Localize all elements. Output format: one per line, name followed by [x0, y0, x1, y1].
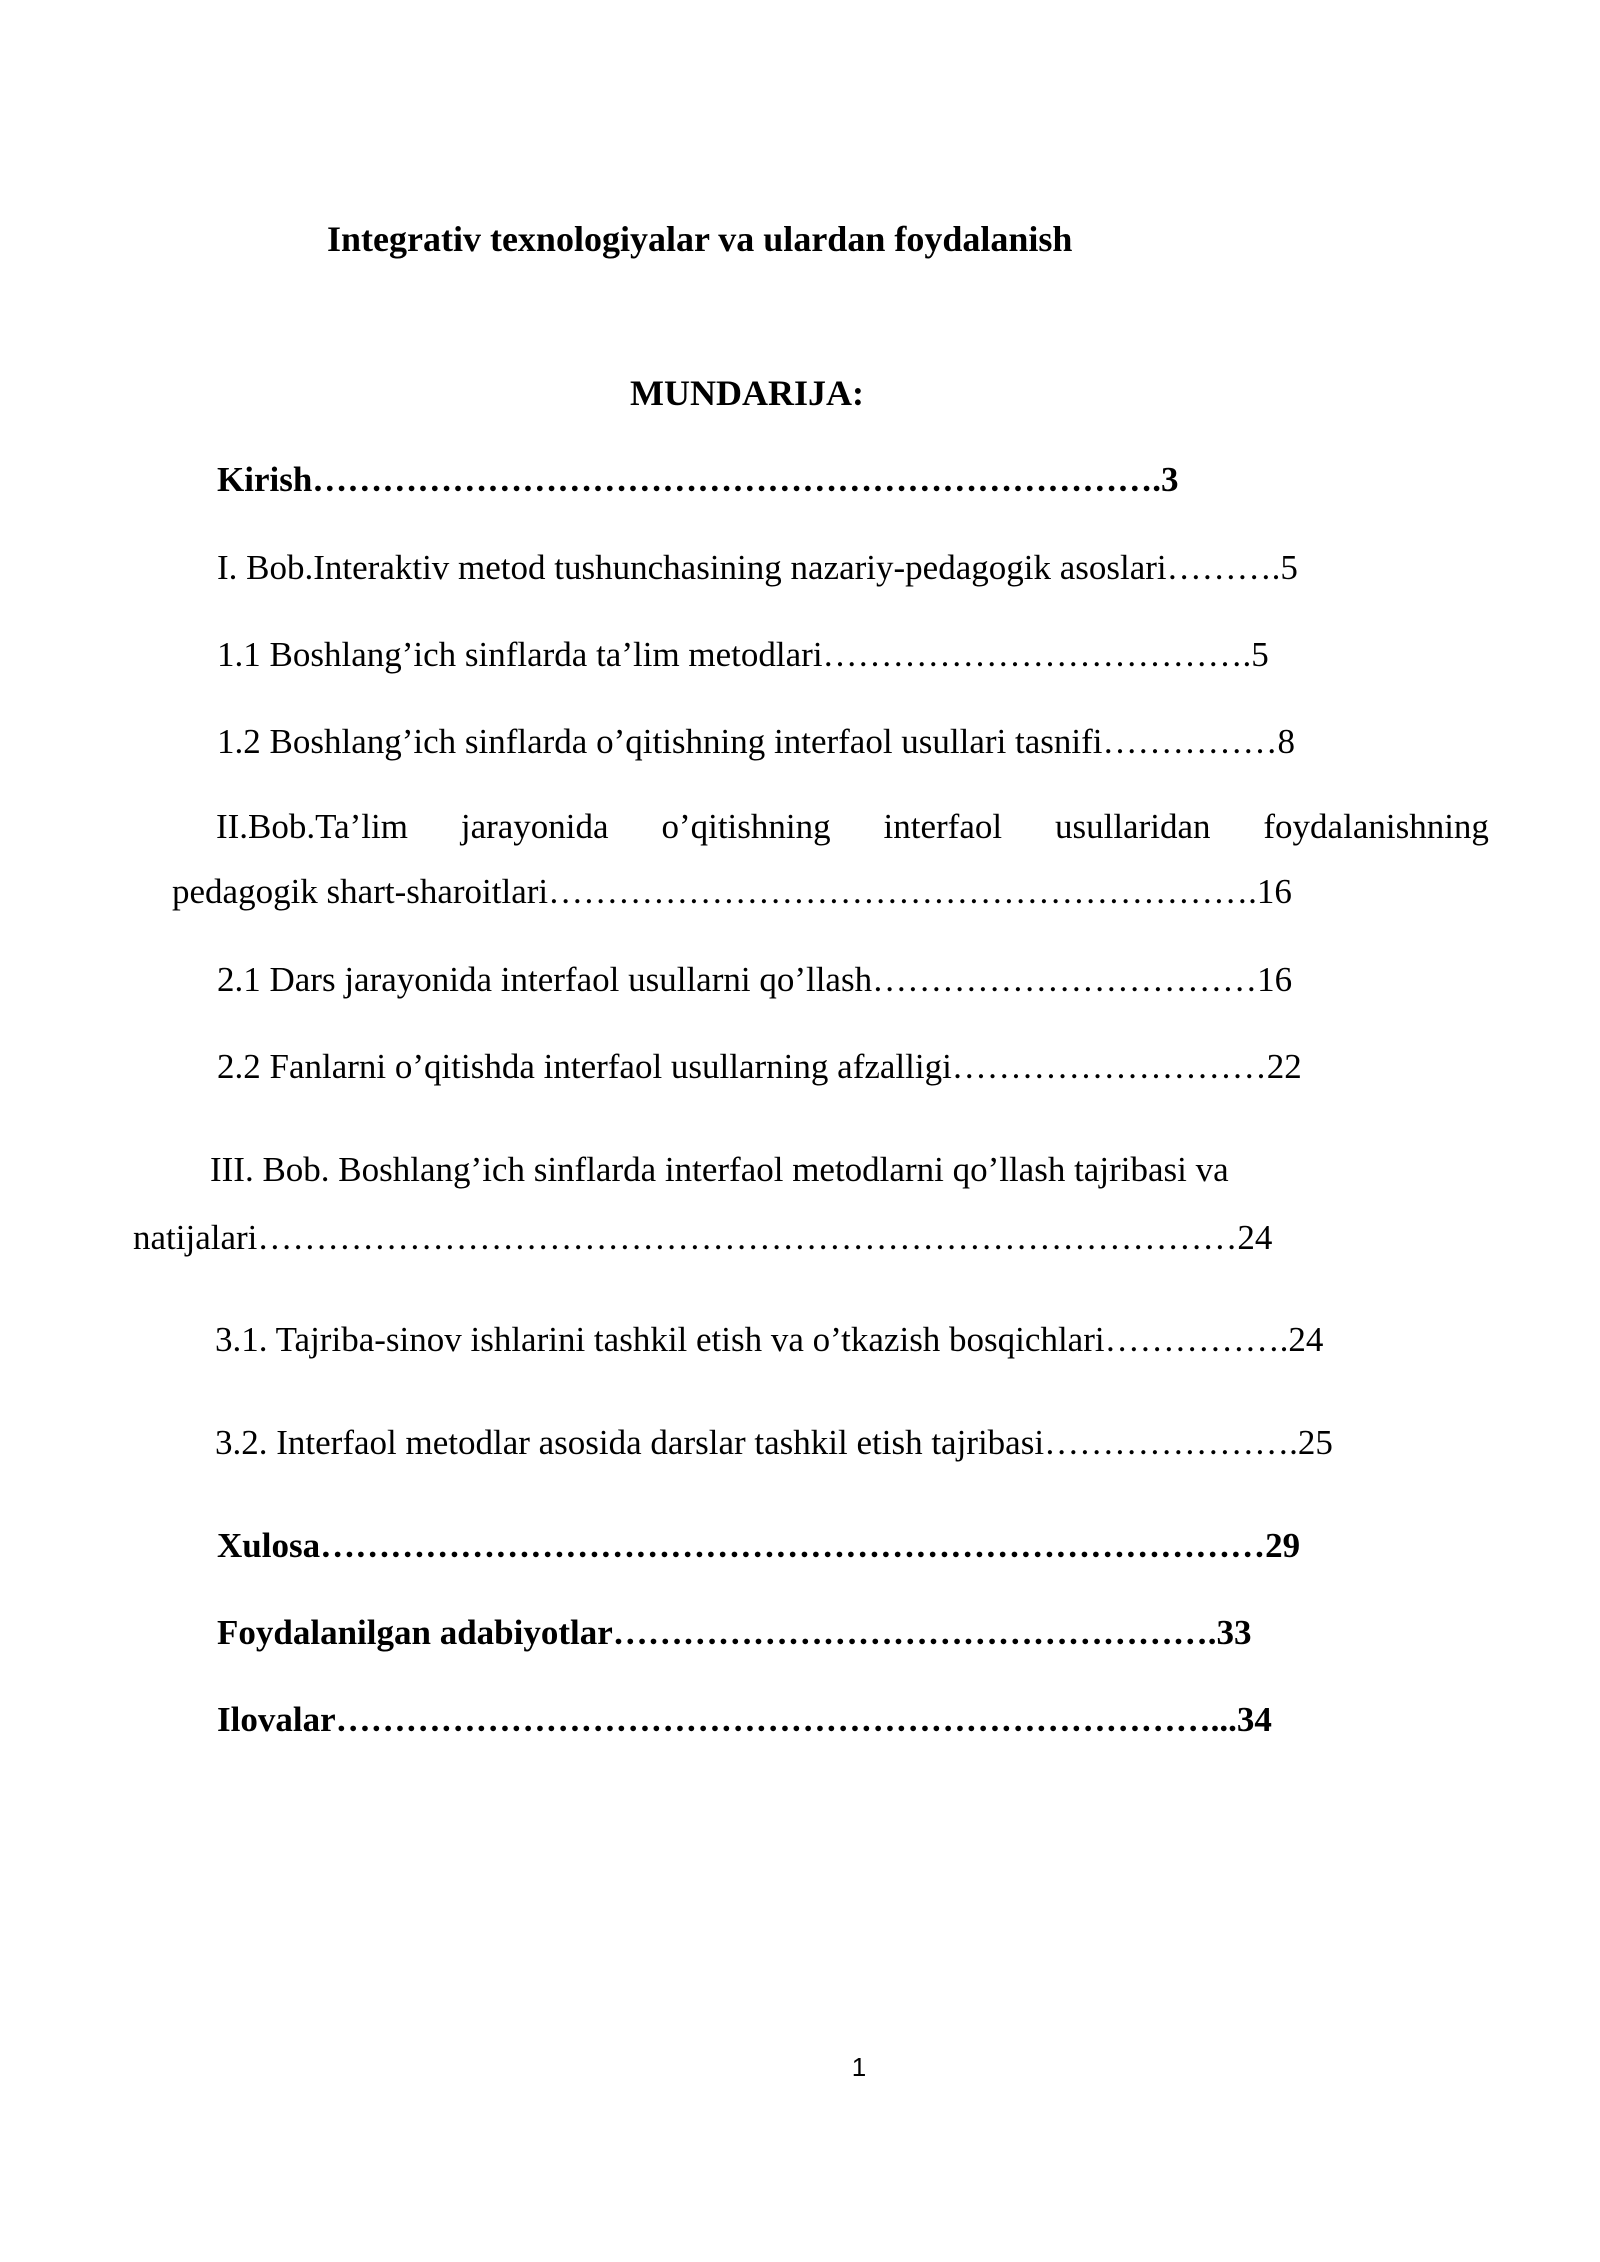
toc-entry-chapter-1: I. Bob.Interaktiv metod tushunchasining nazariy-pedagogik asoslari……….5 — [217, 548, 1298, 587]
toc-entry-section-1-1: 1.1 Boshlang’ich sinflarda ta’lim metodlari……………………………….5 — [217, 635, 1269, 674]
word: interfaol — [883, 807, 1003, 846]
toc-entry-section-1-2: 1.2 Boshlang’ich sinflarda o’qitishning interfaol usullari tasnifi……………8 — [217, 722, 1296, 761]
page-number: 1 — [851, 2052, 867, 2082]
toc-entry-section-3-2: 3.2. Interfaol metodlar asosida darslar tashkil etish tajribasi………………….25 — [215, 1423, 1333, 1462]
toc-entry-section-2-2: 2.2 Fanlarni o’qitishda interfaol usullarning afzalligi………………………22 — [217, 1047, 1302, 1086]
word: II.Bob.Ta’lim — [216, 807, 408, 846]
toc-entry-ilovalar: Ilovalar…………………………………………………………………...34 — [217, 1700, 1272, 1739]
toc-heading: MUNDARIJA: — [630, 373, 864, 413]
toc-entry-chapter-2-line-1 — [216, 807, 1489, 847]
toc-entry-chapter-3-line-2: natijalari…………………………………………………………………………24 — [133, 1218, 1273, 1257]
document-title: Integrativ texnologiyalar va ulardan foydalanish — [327, 219, 1073, 259]
word: usullaridan — [1054, 807, 1211, 846]
word: jarayonida — [460, 807, 609, 846]
toc-entry-xulosa: Xulosa………………………………………………………………………29 — [217, 1526, 1301, 1565]
toc-entry-adabiyotlar: Foydalanilgan adabiyotlar…………………………………………….33 — [217, 1613, 1252, 1652]
word: o’qitishning — [661, 807, 831, 846]
toc-entry-section-2-1: 2.1 Dars jarayonida interfaol usullarni qo’llash……………………………16 — [217, 960, 1293, 999]
toc-entry-kirish: Kirish……………………………………………………………….3 — [217, 460, 1179, 499]
toc-entry-section-3-1: 3.1. Tajriba-sinov ishlarini tashkil etish va o’tkazish bosqichlari…………….24 — [215, 1320, 1324, 1359]
word: foydalanishning — [1263, 807, 1489, 846]
toc-entry-chapter-3-line-1: III. Bob. Boshlang’ich sinflarda interfaol metodlarni qo’llash tajribasi va — [210, 1150, 1229, 1189]
toc-entry-chapter-2-line-2: pedagogik shart-sharoitlari…………………………………………………….16 — [172, 872, 1292, 911]
